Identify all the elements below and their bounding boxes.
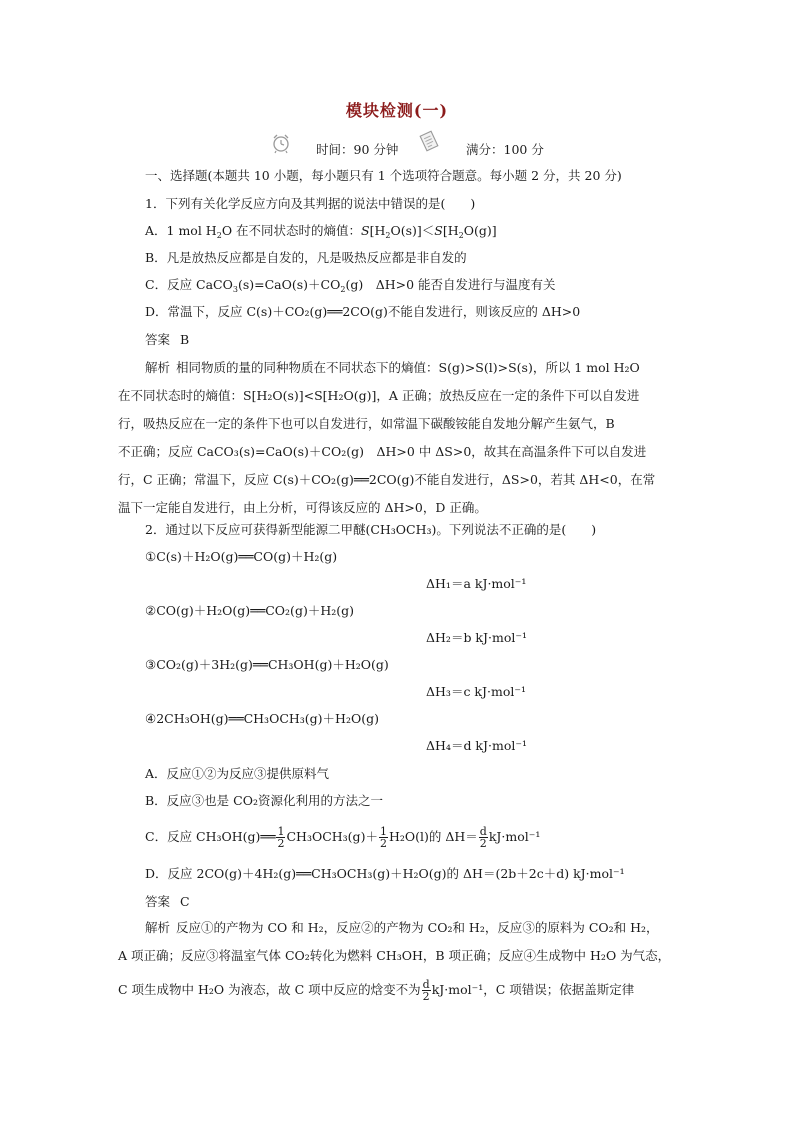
q2-reaction-2: ②CO(g)＋H₂O(g)══CO₂(g)＋H₂(g) — [145, 603, 354, 618]
exam-score: 满分：100 分 — [466, 142, 544, 157]
q1-option-a: A．1 mol $H_2O$ 在不同状态时的熵值：$S[H_2O(s)]<S[H_2O(g)]$ — [145, 223, 497, 240]
q1-stem: 1．下列有关化学反应方向及其判据的说法中错误的是( ) — [145, 196, 476, 211]
page-title: 模块检测(一) — [345, 101, 449, 120]
q1-analysis: 解析 相同物质的量的同种物质在不同状态下的熵值：S(g)>S(l)>S(s)，所以 1 mol H₂O 在不同状态时的熵值：S[H₂O(s)]<S[H₂O(g)]，A 正确；放热反应在一定的条件下可以自发进 行，吸热反应在一定的条件下也可以自发进行，如常温下碳酸铵能自发地分解产生氨气，B 不正确；反应 CaCO₃(s)=CaO(s)＋CO₂(g) ΔH>0 中 ΔS>0，故其在高温条件下可以自发进 行，C 正确；常温下，反应 C(s)＋CO₂(g)══2CO(g)不能自发进行，ΔS>0，若其 ΔH<0，在常 温下一定能自发进行，由上分析，可得该反应的 ΔH>0，D 正确。 — [118, 360, 656, 515]
fraction-d-half: $\frac{d}{2}$ — [479, 825, 487, 850]
answer-label: 答案 — [145, 894, 171, 909]
fraction-half: $\frac{1}{2}$ — [379, 825, 387, 850]
exam-meta — [270, 138, 570, 160]
analysis-label: 解析 — [145, 920, 171, 935]
q2-analysis: 解析 反应①的产物为 CO 和 H₂，反应②的产物为 CO₂和 H₂，反应③的原料为 CO₂和 H₂， A 项正确；反应③将温室气体 CO₂转化为燃料 CH₃OH，B 项正确；反应④生成物中 H₂O 为气态， C 项生成物中 H₂O 为液态，故 C 项中反应的焓变不为 $\frac{d}{2}$ kJ·mol⁻¹，C 项错误；依据盖斯定律 — [118, 920, 671, 1003]
q2-reaction-1: ①C(s)＋H₂O(g)══CO(g)＋H₂(g) — [145, 549, 338, 564]
answer-value: B — [180, 332, 190, 347]
q1-option-b: B．凡是放热反应都是自发的，凡是吸热反应都是非自发的 — [145, 250, 467, 265]
q2-option-c: C．反应 CH₃OH(g)══ $\frac{1}{2}$ CH₃OCH₃(g)＋ $\frac{1}{2}$ H₂O(l)的 ΔH＝ $\frac{d}{2}$ kJ·mol⁻¹ — [145, 825, 541, 850]
q2-stem: 2．通过以下反应可获得新型能源二甲醚(CH₃OCH₃)。下列说法不正确的是( ) — [145, 522, 597, 537]
q2-enthalpy-4: ΔH₄＝d kJ·mol⁻¹ — [426, 738, 527, 753]
q2-option-a: A．反应①②为反应③提供原料气 — [145, 766, 330, 781]
analysis-label: 解析 — [145, 360, 171, 375]
q1-option-d: D．常温下，反应 C(s)＋CO₂(g)══2CO(g)不能自发进行，则该反应的 ΔH>0 — [145, 304, 581, 319]
q2-option-b: B．反应③也是 CO₂资源化利用的方法之一 — [145, 793, 383, 808]
q2-reaction-4: ④2CH₃OH(g)══CH₃OCH₃(g)＋H₂O(g) — [145, 711, 379, 726]
q2-option-d: D．反应 2CO(g)＋4H₂(g)══CH₃OCH₃(g)＋H₂O(g)的 ΔH＝(2b＋2c＋d) kJ·mol⁻¹ — [145, 866, 625, 881]
q1-option-c: C．反应 $CaCO_3(s)=CaO(s)+CO_2(g)$ ΔH>0 能否自发进行与温度有关 — [145, 277, 556, 294]
alarm-clock-icon — [270, 132, 292, 154]
fraction-d-half: $\frac{d}{2}$ — [422, 978, 430, 1003]
exam-time: 时间：90 分钟 — [316, 142, 399, 157]
answer-value: C — [180, 894, 190, 909]
q2-enthalpy-1: ΔH₁＝a kJ·mol⁻¹ — [426, 576, 527, 591]
q1-answer — [145, 330, 189, 350]
q2-answer — [145, 892, 190, 912]
q2-reaction-3: ③CO₂(g)＋3H₂(g)══CH₃OH(g)＋H₂O(g) — [145, 657, 389, 672]
section-heading: 一、选择题(本题共 10 小题，每小题只有 1 个选项符合题意。每小题 2 分，共 20 分) — [145, 168, 622, 183]
exam-paper-icon — [418, 130, 440, 152]
answer-label: 答案 — [145, 332, 171, 347]
fraction-half: $\frac{1}{2}$ — [277, 825, 285, 850]
q2-enthalpy-2: ΔH₂＝b kJ·mol⁻¹ — [426, 630, 527, 645]
q2-enthalpy-3: ΔH₃＝c kJ·mol⁻¹ — [426, 684, 526, 699]
